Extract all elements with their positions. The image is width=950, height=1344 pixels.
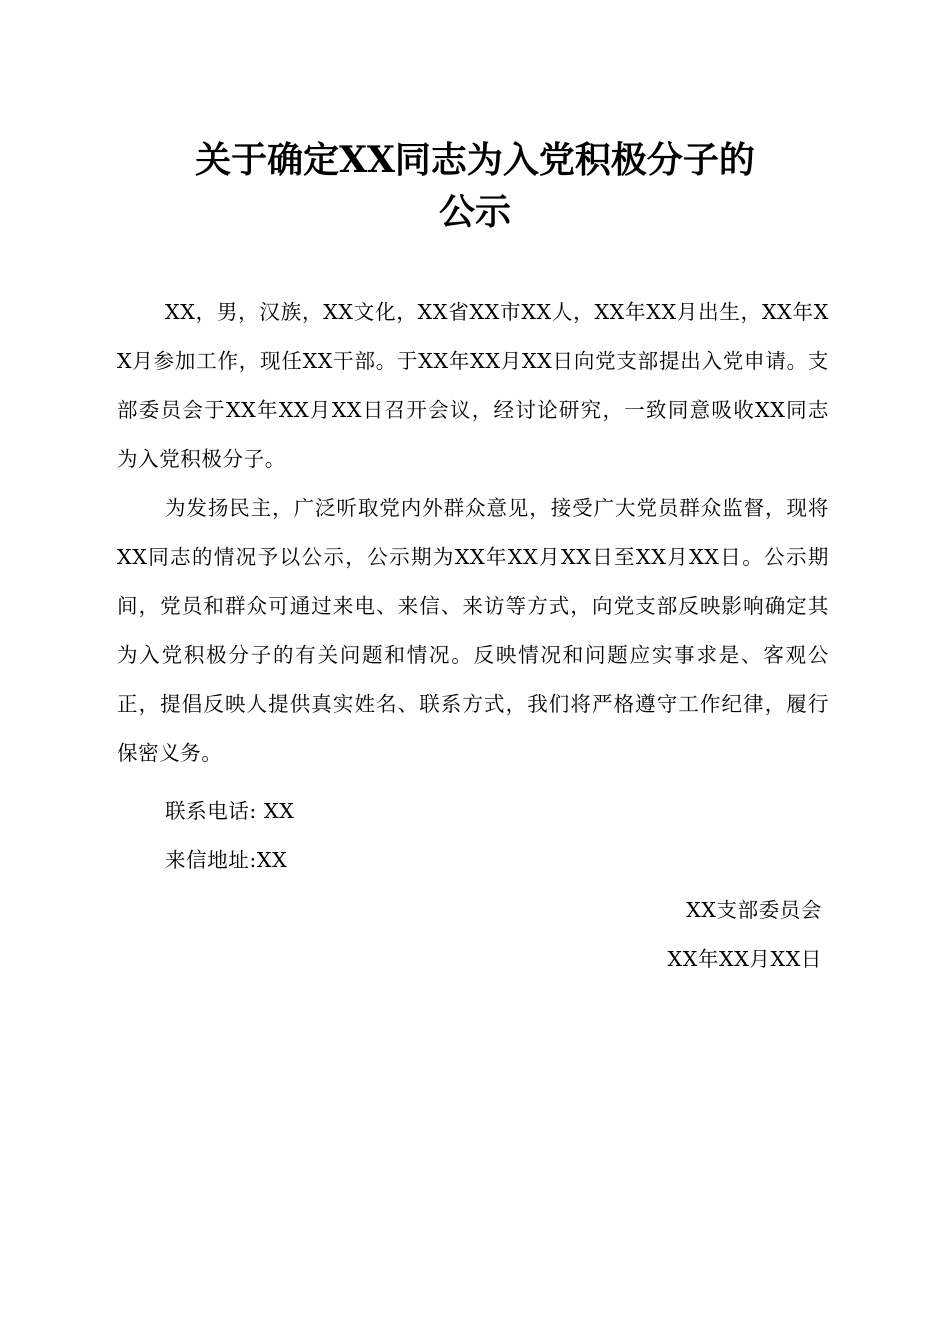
paragraph-applicant-info: XX，男，汉族，XX文化，XX省XX市XX人，XX年XX月出生，XX年XX月参加工作，现任XX干部。于XX年XX月XX日向党支部提出入党申请。支部委员会于XX年XX月XX日召开会议，经讨论研究，一致同意吸收XX同志为入党积极分子。: [117, 300, 829, 471]
document-title-line2: 公示: [438, 191, 511, 233]
paragraph-publicity-notice: 为发扬民主，广泛听取党内外群众意见，接受广大党员群众监督，现将XX同志的情况予以公示，公示期为XX年XX月XX日至XX月XX日。公示期间，党员和群众可通过来电、来信、来访等方式，向党支部反映影响确定其为入党积极分子的有关问题和情况。反映情况和问题应实事求是、客观公正，提倡反映人提供真实姓名、联系方式，我们将严格遵守工作纪律，履行保密义务。: [117, 496, 829, 765]
document-title-line1: 关于确定XX同志为入党积极分子的: [195, 139, 755, 181]
signature-organization: XX支部委员会: [686, 898, 822, 922]
contact-phone: 联系电话: XX: [165, 799, 295, 823]
contact-address: 来信地址:XX: [165, 848, 288, 872]
signature-date: XX年XX月XX日: [667, 947, 822, 971]
